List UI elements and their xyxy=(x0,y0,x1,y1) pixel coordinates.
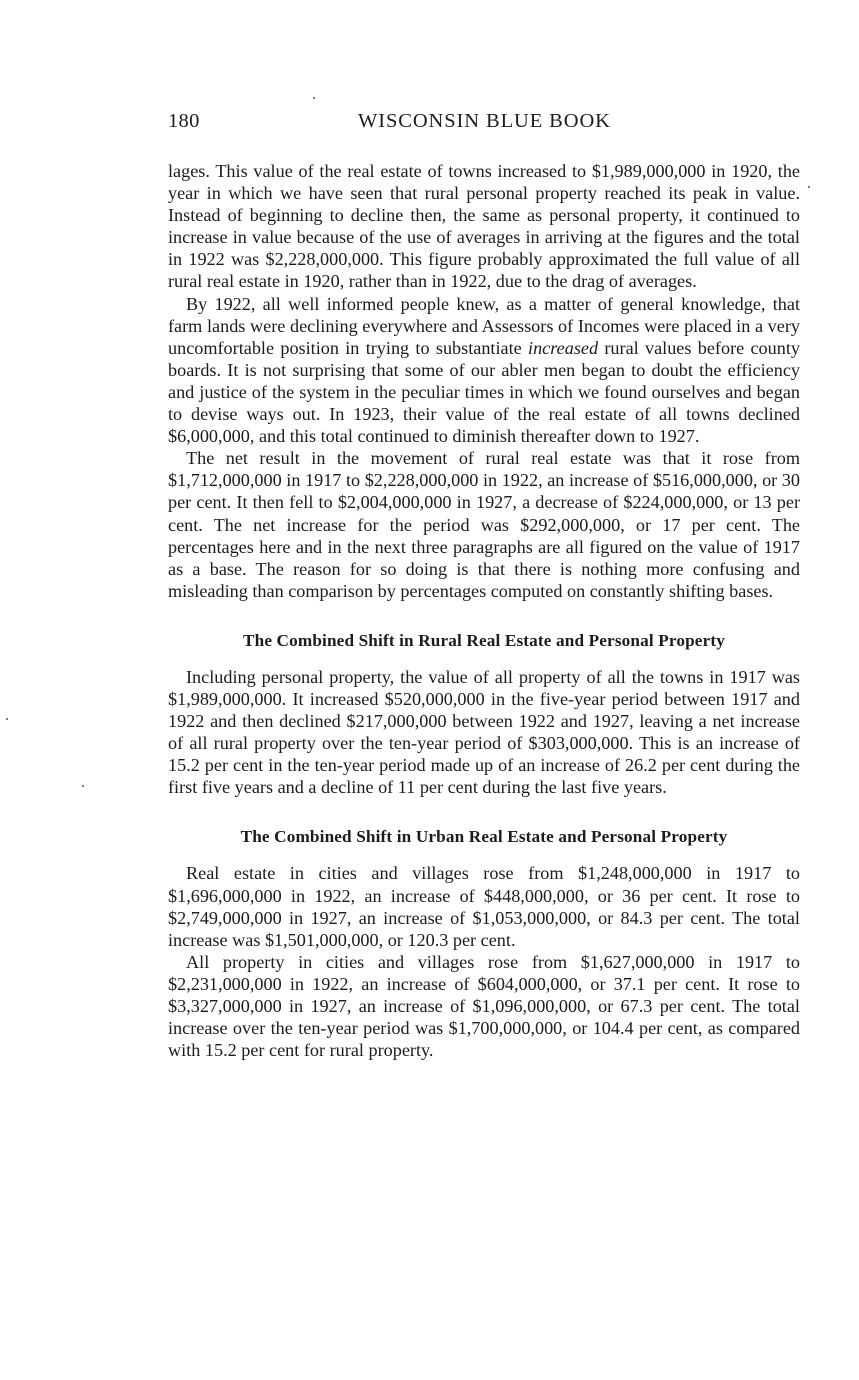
page-body xyxy=(168,160,800,1061)
page-number: 180 xyxy=(168,110,200,132)
print-speck xyxy=(808,186,810,188)
paragraph-text: By 1922, all well informed people knew, as a matter of general knowledge, that farm lands were declining everywhere and Assessors of Incomes were placed in a very uncomfortable position in trying to substantiate xyxy=(168,293,800,358)
paragraph-net-result: The net result in the movement of rural real estate was that it rose from $1,712,000,000 in 1917 to $2,228,000,000 in 1922, an increase of $516,000,000, or 30 per cent. It then fell to $2,004,000,000 in 1927, a decrease of $224,000,000, or 13 per cent. The net increase for the period was $292,000,000, or 17 per cent. The percentages here and in the next three paragraphs are all figured on the value of 1917 as a base. The reason for so doing is that there is nothing more confusing and misleading than comparison by percentages computed on constantly shifting bases. xyxy=(168,448,800,601)
running-title: WISCONSIN BLUE BOOK xyxy=(358,110,611,132)
paragraph-rural-shift: Including personal property, the value of all property of all the towns in 1917 was $1,989,000,000. It increased $520,000,000 in the five-year period between 1917 and 1922 and then declined $217,000,000 between 1922 and 1927, leaving a net increase of all rural property over the ten-year period of $303,000,000. This is an increase of 15.2 per cent in the ten-year period made up of an increase of 26.2 per cent during the first five years and a decline of 11 per cent during the last five years. xyxy=(168,666,800,798)
heading-spacer xyxy=(168,848,800,862)
section-heading-urban: The Combined Shift in Urban Real Estate and Personal Property xyxy=(240,827,728,847)
paragraph-1922-values xyxy=(168,293,800,448)
paragraph-continued: lages. This value of the real estate of towns increased to $1,989,000,000 in 1920, the year in which we have seen that rural personal property reached its peak in value. Instead of beginning to decline then, the same as personal property, it continued to increase in value because of the use of averages in arriving at the figures and the total in 1922 was $2,228,000,000. This figure probably approximated the full value of all rural real estate in 1920, rather than in 1922, due to the drag of averages. xyxy=(168,161,800,292)
heading-spacer xyxy=(168,652,800,666)
paragraph-text: rural values before county boards. It is not surprising that some of our abler men began to doubt the efficiency and justice of the system in the peculiar times in which we found ourselves and began to devise ways out. In 1923, their value of the real estate of all towns declined $6,000,000, and this total continued to diminish thereafter down to 1927. xyxy=(168,337,800,447)
print-speck xyxy=(82,785,84,787)
print-speck xyxy=(6,718,8,720)
section-spacer xyxy=(168,798,800,826)
section-heading-rural: The Combined Shift in Rural Real Estate and Personal Property xyxy=(243,630,725,650)
emphasis-word: increased xyxy=(528,337,599,358)
paragraph-urban-all-property: All property in cities and villages rose from $1,627,000,000 in 1917 to $2,231,000,000 in 1922, an increase of $604,000,000, or 37.1 per cent. It rose to $3,327,000,000 in 1927, an increase of $1,096,000,000, or 67.3 per cent. The total increase over the ten-year period was $1,700,000,000, or 104.4 per cent, as compared with 15.2 per cent for rural property. xyxy=(168,951,800,1061)
section-spacer xyxy=(168,602,800,630)
running-head xyxy=(168,110,800,138)
print-speck xyxy=(313,97,315,99)
paragraph-urban-real-estate: Real estate in cities and villages rose from $1,248,000,000 in 1917 to $1,696,000,000 in 1922, an increase of $448,000,000, or 36 per cent. It rose to $2,749,000,000 in 1927, an increase of $1,053,000,000, or 84.3 per cent. The total increase was $1,501,000,000, or 120.3 per cent. xyxy=(168,863,800,950)
